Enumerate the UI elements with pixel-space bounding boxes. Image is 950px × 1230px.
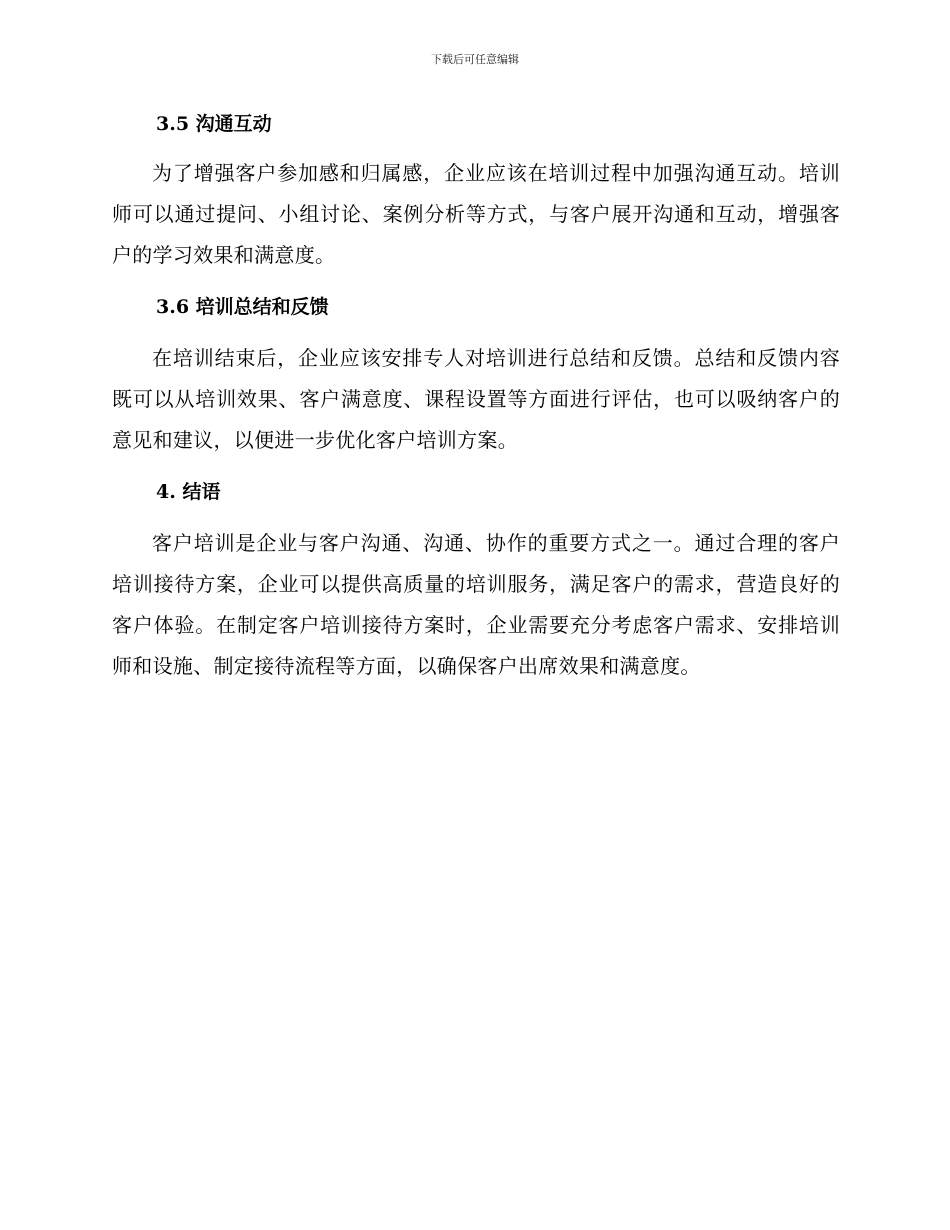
page-header: 下载后可任意编辑	[431, 53, 519, 66]
section-paragraph-conclusion: 客户培训是企业与客户沟通、沟通、协作的重要方式之一。通过合理的客户培训接待方案，企业可以提供高质量的培训服务，满足客户的需求，营造良好的客户体验。在制定客户培训接待方案时，企业需要充分考虑客户需求、安排培训师和设施、制定接待流程等方面，以确保客户出席效果和满意度。	[112, 531, 840, 678]
section-heading-summary-feedback: 3.6 培训总结和反馈	[156, 296, 329, 318]
section-heading-communication: 3.5 沟通互动	[156, 113, 272, 135]
document-body	[112, 105, 840, 687]
section-paragraph-summary-feedback: 在培训结束后，企业应该安排专人对培训进行总结和反馈。总结和反馈内容既可以从培训效果、客户满意度、课程设置等方面进行评估，也可以吸纳客户的意见和建议，以便进一步优化客户培训方案。	[112, 346, 840, 452]
section-heading-conclusion: 4. 结语	[156, 481, 221, 503]
section-paragraph-communication: 为了增强客户参加感和归属感，企业应该在培训过程中加强沟通互动。培训师可以通过提问、小组讨论、案例分析等方式，与客户展开沟通和互动，增强客户的学习效果和满意度。	[112, 161, 840, 267]
